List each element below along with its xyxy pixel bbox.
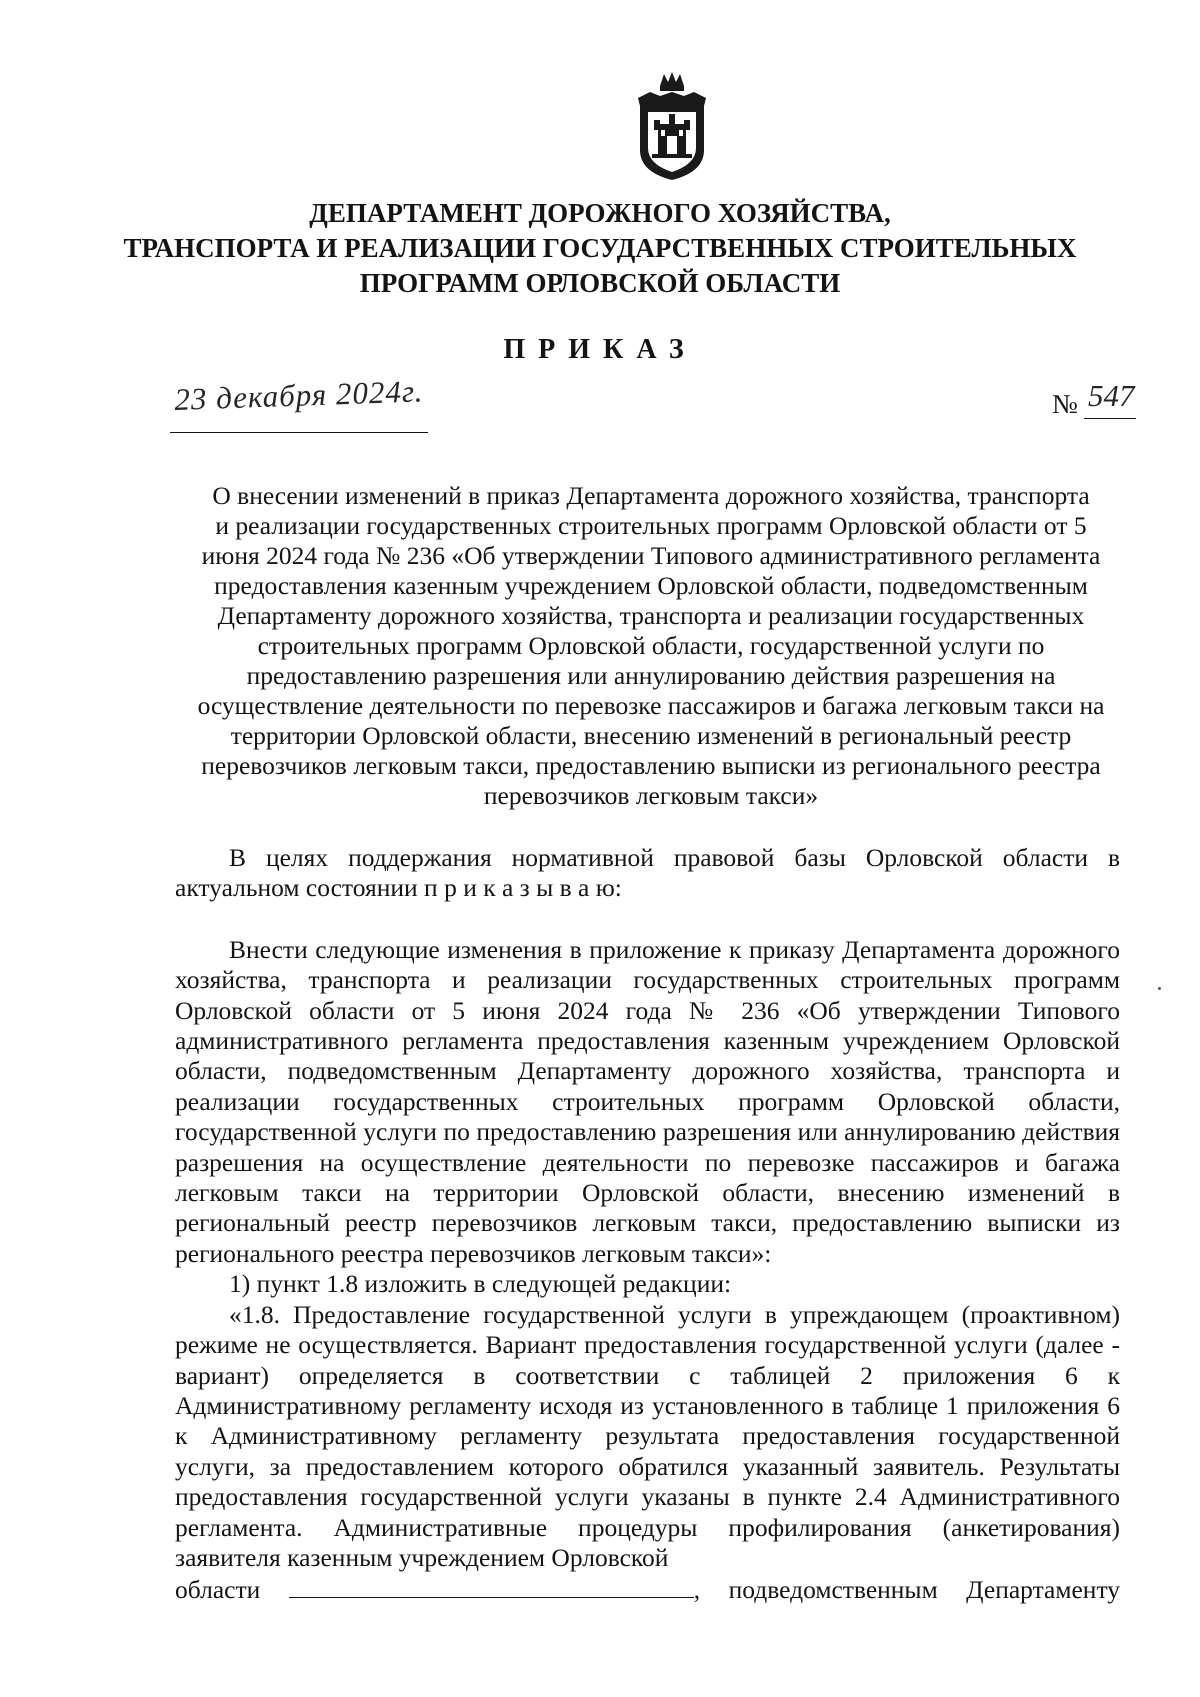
subject-line: строительных программ Орловской области, государственной услуги по (257, 631, 1045, 660)
scan-speck (1158, 987, 1161, 990)
subject-line: Департаменту дорожного хозяйства, транспорта и реализации государственных (217, 601, 1085, 630)
department-name-line: ТРАНСПОРТА И РЕАЛИЗАЦИИ ГОСУДАРСТВЕННЫХ СТРОИТЕЛЬНЫХ (123, 233, 1077, 263)
item-1-paragraph: 1) пункт 1.8 изложить в следующей редакции: (229, 1269, 732, 1299)
date-underline (170, 432, 428, 433)
preamble-paragraph: В целях поддержания нормативной правовой базы Орловской области в актуальном состоянии п р и к а з ы в а ю: (175, 843, 1120, 903)
order-subject (182, 481, 1120, 811)
quoted-clause-paragraph: «1.8. Предоставление государственной услуги в упреждающем (проактивном) режиме не осуществляется. Вариант предоставления государственной услуги (далее - вариант) определяется в соответствии с таблицей 2 приложения 6 к Административному регламенту исходя из установленного в таблице 1 приложения 6 к Административному регламенту результата предоставления государственной услуги, за предоставлением которого обратился указанный заявитель. Результаты предоставления государственной услуги указаны в пункте 2.4 Административного регламента. Административные процедуры профилирования (анкетирования) заявителя казенным учреждением Орловской (175, 1299, 1120, 1572)
subject-line: июня 2024 года № 236 «Об утверждении Типового административного регламента (201, 541, 1101, 570)
subject-line: осуществление деятельности по перевозке пассажиров и багажа легковым такси на (197, 691, 1105, 720)
handwritten-order-number: 547 (1088, 378, 1135, 413)
order-body (175, 843, 1120, 1606)
subject-line: перевозчиков легковым такси, предоставлению выписки из регионального реестра (201, 751, 1101, 780)
document-type-title: ПРИКАЗ (503, 334, 697, 365)
subject-line: предоставлению разрешения или аннулированию действия разрешения на (246, 661, 1056, 690)
number-label: № (1052, 389, 1078, 419)
subject-line: О внесении изменений в приказ Департамента дорожного хозяйства, транспорта (212, 481, 1090, 510)
subject-line: территории Орловской области, внесению изменений в региональный реестр (230, 721, 1072, 750)
subject-line: и реализации государственных строительных программ Орловской области от 5 (215, 511, 1087, 540)
department-name-line: ПРОГРАММ ОРЛОВСКОЙ ОБЛАСТИ (359, 268, 841, 298)
last-line-start: области (175, 1575, 261, 1605)
last-line-end: , подведомственным Департаменту (693, 1575, 1121, 1605)
department-name (120, 196, 1080, 301)
subject-line: предоставления казенным учреждением Орловской области, подведомственным (214, 571, 1088, 600)
main-paragraph: Внести следующие изменения в приложение к приказу Департамента дорожного хозяйства, транспорта и реализации государственных строительных программ Орловской области от 5 июня 2024 года № 236 «Об утверждении Типового административного регламента предоставления казенным учреждением Орловской области, подведомственным Департаменту дорожного хозяйства, транспорта и реализации государственных строительных программ Орловской области, государственной услуги по предоставлению разрешения или аннулированию действия разрешения на осуществление деятельности по перевозке пассажиров и багажа легковым такси на территории Орловской области, внесению изменений в региональный реестр перевозчиков легковым такси, предоставлению выписки из регионального реестра перевозчиков легковым такси»: (175, 934, 1120, 1268)
blank-fill-line (289, 1573, 694, 1598)
handwritten-date: 23 декабря 2024г. (173, 373, 424, 418)
department-name-line: ДЕПАРТАМЕНТ ДОРОЖНОГО ХОЗЯЙСТВА, (309, 198, 891, 228)
last-line (175, 1573, 1120, 1605)
number-underline (1084, 418, 1136, 419)
coat-of-arms-icon (630, 72, 714, 182)
subject-line: перевозчиков легковым такси» (483, 781, 819, 810)
